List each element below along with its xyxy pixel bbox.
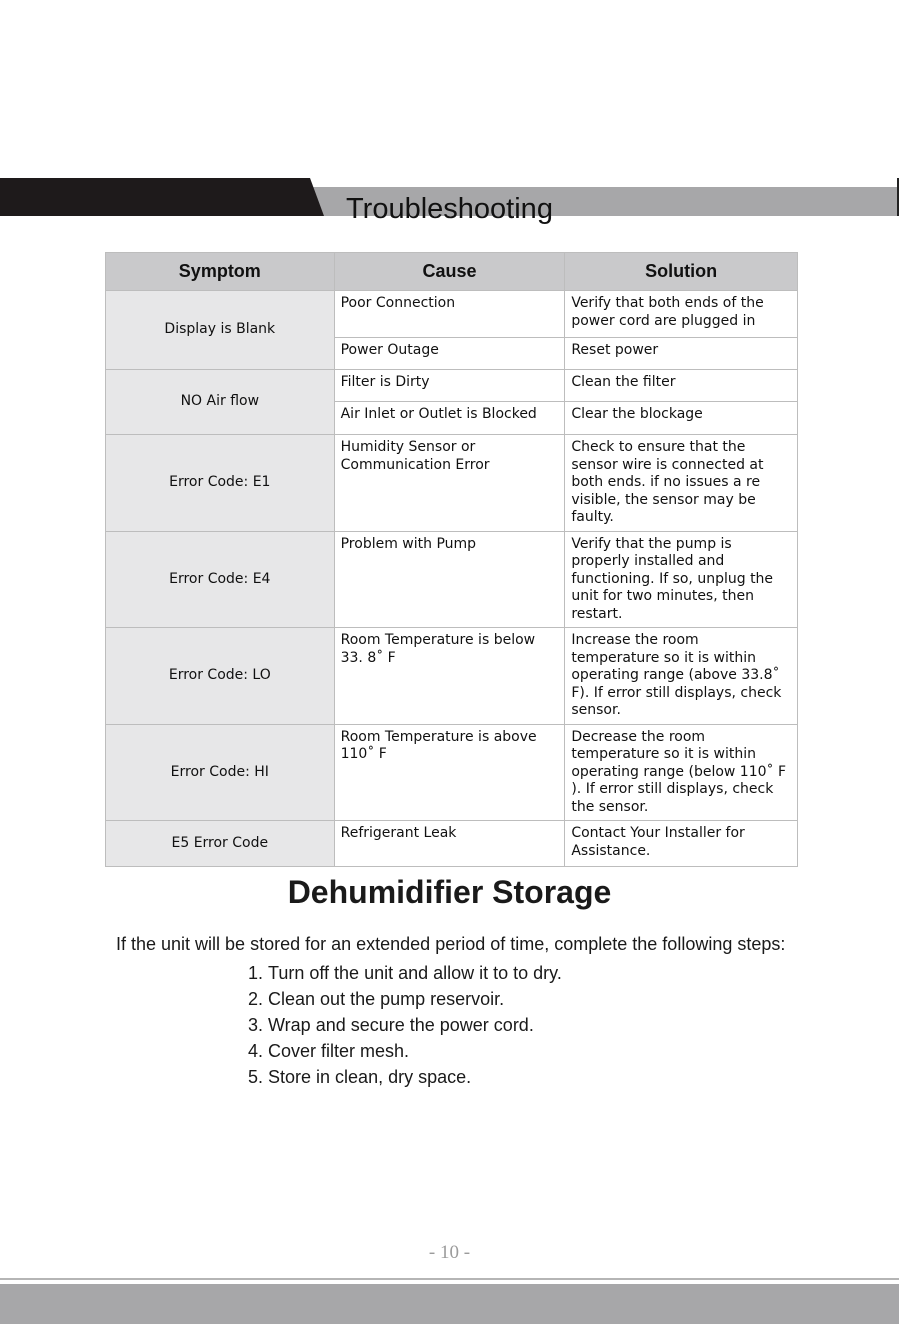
solution-cell: Clear the blockage (565, 402, 798, 435)
solution-cell: Contact Your Installer for Assistance. (565, 821, 798, 867)
step-text: Clean out the pump reservoir. (268, 989, 505, 1009)
step-number: 5. (248, 1067, 264, 1087)
cause-cell: Air Inlet or Outlet is Blocked (334, 402, 565, 435)
cause-cell: Filter is Dirty (334, 370, 565, 402)
storage-intro: If the unit will be stored for an extended period of time, complete the following steps: (116, 934, 786, 954)
symptom-cell: NO Air flow (106, 370, 335, 435)
step-number: 1. (248, 963, 264, 983)
solution-cell: Clean the filter (565, 370, 798, 402)
step-text: Wrap and secure the power cord. (268, 1015, 534, 1035)
table-row (106, 724, 798, 821)
cause-cell: Power Outage (334, 338, 565, 370)
list-item (248, 986, 562, 1012)
solution-cell: Check to ensure that the sensor wire is connected at both ends. if no issues a re visible, the sensor may be faulty. (565, 435, 798, 532)
cause-cell: Problem with Pump (334, 531, 565, 628)
cause-cell: Refrigerant Leak (334, 821, 565, 867)
column-header-cause: Cause (334, 253, 565, 291)
column-header-solution: Solution (565, 253, 798, 291)
table-row (106, 370, 798, 402)
step-text: Cover filter mesh. (268, 1041, 410, 1061)
list-item (248, 1064, 562, 1090)
page-number: - 10 - (428, 1242, 471, 1263)
table-row (106, 821, 798, 867)
solution-cell: Verify that the pump is properly installed and functioning. If so, unplug the unit for two minutes, then restart. (565, 531, 798, 628)
table-row (106, 531, 798, 628)
solution-cell: Decrease the room temperature so it is within operating range (below 110˚ F ). If error still displays, check the sensor. (565, 724, 798, 821)
column-header-symptom: Symptom (106, 253, 335, 291)
section-label: DEHUMIDIFIER (93, 95, 234, 116)
footer-divider (0, 1278, 899, 1280)
cause-cell: Room Temperature is above 110˚ F (334, 724, 565, 821)
troubleshooting-title: Troubleshooting (346, 193, 553, 225)
step-number: 3. (248, 1015, 264, 1035)
storage-steps (248, 960, 562, 1090)
cause-cell: Room Temperature is below 33. 8˚ F (334, 628, 565, 725)
cause-cell: Humidity Sensor or Communication Error (334, 435, 565, 532)
table-row (106, 291, 798, 338)
footer-bar (0, 1284, 899, 1324)
symptom-cell: Error Code: E4 (106, 531, 335, 628)
list-item (248, 960, 562, 986)
symptom-cell: Error Code: E1 (106, 435, 335, 532)
symptom-cell: Error Code: LO (106, 628, 335, 725)
table-row (106, 435, 798, 532)
step-number: 2. (248, 989, 264, 1009)
step-number: 4. (248, 1041, 264, 1061)
cause-cell: Poor Connection (334, 291, 565, 338)
storage-title: Dehumidifier Storage (287, 874, 612, 910)
list-item (248, 1012, 562, 1038)
solution-cell: Verify that both ends of the power cord are plugged in (565, 291, 798, 338)
list-item (248, 1038, 562, 1064)
troubleshooting-table (105, 252, 798, 867)
symptom-cell: E5 Error Code (106, 821, 335, 867)
table-row (106, 628, 798, 725)
symptom-cell: Error Code: HI (106, 724, 335, 821)
step-text: Turn off the unit and allow it to to dry. (268, 963, 562, 983)
table-header-row (106, 253, 798, 291)
solution-cell: Increase the room temperature so it is within operating range (above 33.8˚ F). If error still displays, check sensor. (565, 628, 798, 725)
step-text: Store in clean, dry space. (268, 1067, 472, 1087)
solution-cell: Reset power (565, 338, 798, 370)
symptom-cell: Display is Blank (106, 291, 335, 370)
